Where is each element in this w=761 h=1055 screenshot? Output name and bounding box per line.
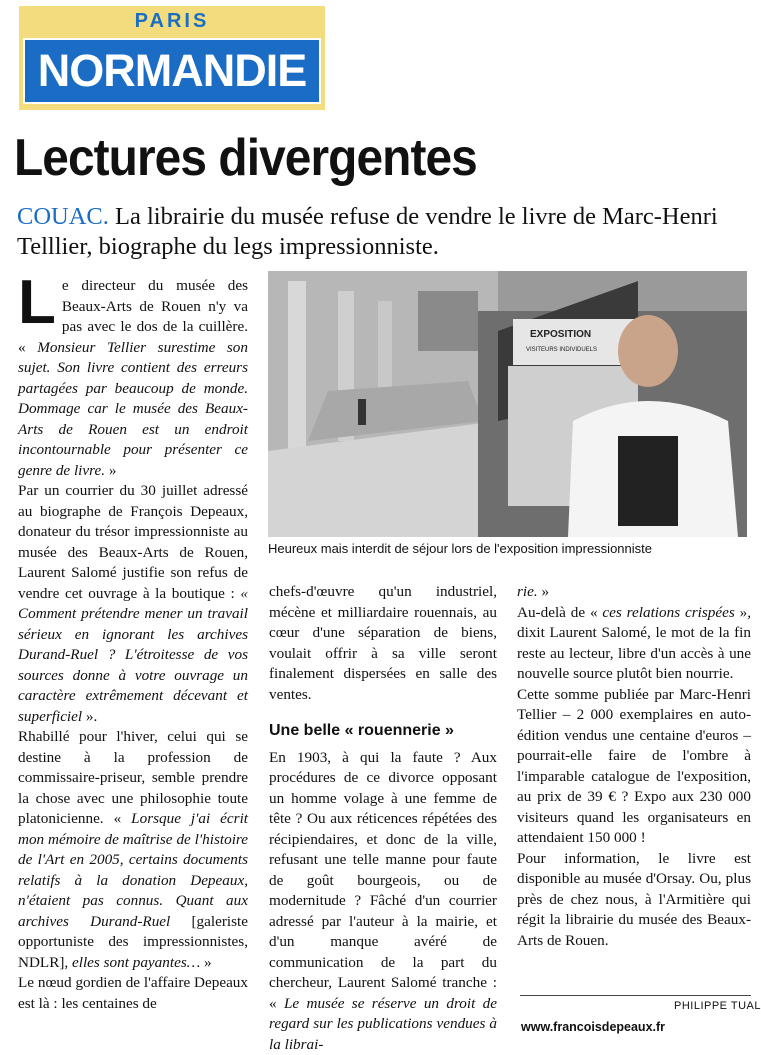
paragraph [517, 582, 751, 603]
headline: Lectures divergentes [14, 128, 477, 188]
column-2 [269, 582, 497, 1055]
divider [520, 995, 751, 996]
text: Par un courrier du 30 juillet adressé au biographe de François Depeaux, donateur du trésor impressionniste au musée des Beaux-Arts de Rouen, Laurent Salomé justifie son refus de vendre cet ouvrage à la boutique : [18, 482, 248, 602]
sign-subtitle: VISITEURS INDIVIDUELS [526, 347, 597, 353]
paragraph: Pour information, le livre est disponible au musée d'Orsay. Ou, plus près de chez nous, à l'Armitière qui régit la librairie du musée des Beaux-Arts de Rouen. [517, 849, 751, 952]
author-byline: PHILIPPE TUAL [674, 1000, 761, 1012]
deck-text: La librairie du musée refuse de vendre le livre de Marc-Henri Telllier, biographe du legs impressionniste. [17, 203, 718, 260]
masthead-logo [19, 6, 325, 110]
sign-title: EXPOSITION [530, 329, 591, 340]
masthead-normandie: NORMANDIE [23, 38, 321, 104]
text: En 1903, à qui la faute ? Aux procédures de ce divorce opposant un homme volage à une femme de tête ? Ou aux réticences répétées des récipiendaires, et donc de la ville, refusant une telle manne pour faute de goût bourgeois, ou de modernitude ? Fâché d'un courrier adressé par l'auteur à la mairie, et d'un manque avéré de communication de la part du chercheur, Laurent Salomé tranche : « [269, 749, 497, 1012]
text: Au-delà de « [517, 604, 602, 621]
paragraph [18, 481, 248, 727]
quote: Monsieur Tellier surestime son sujet. Son livre contient des erreurs partagées par beaucoup de monde. Dommage car le musée des Beaux-Arts de Rouen est un endroit incontournable pour présenter ce genre de livre. [18, 339, 248, 479]
text: ». [82, 708, 97, 725]
text: e directeur du musée des Beaux-Arts de Rouen n'y va pas avec le dos de la cuillère. « [18, 277, 248, 356]
photo-caption: Heureux mais interdit de séjour lors de l'exposition impressionniste [268, 541, 747, 556]
masthead-paris: PARIS [19, 10, 325, 33]
text: » [105, 462, 116, 479]
quote: Le musée se réserve un droit de regard sur les publications vendues à la librai- [269, 995, 497, 1053]
text: », dixit Laurent Salomé, le mot de la fin reste au lecteur, libre d'un accès à une nouvelle source plutôt bien nourrie. [517, 604, 751, 683]
column-3 [517, 582, 751, 951]
photo-illustration [268, 271, 747, 537]
text: Rhabillé pour l'hiver, celui qui se destine à la profession de commissaire-priseur, semble prendre la chose avec une philosophie toute platonicienne. « [18, 728, 248, 827]
photo [268, 271, 747, 537]
website-link: www.francoisdepeaux.fr [521, 1020, 665, 1034]
text: » [538, 583, 549, 600]
quote: rie. [517, 583, 538, 600]
quote: ces relations crispées [602, 604, 734, 621]
quote: elles sont payantes… [72, 954, 200, 971]
paragraph [517, 603, 751, 685]
drop-cap: L [18, 278, 56, 328]
paragraph [269, 748, 497, 1055]
paragraph [18, 727, 248, 973]
subheading: Une belle « rouennerie » [269, 721, 497, 742]
paragraph: chefs-d'œuvre qu'un industriel, mécène et milliardaire rouennais, au cœur d'une séparation de biens, voulait offrir à sa ville seront finalement dispersées en salle des ventes. [269, 582, 497, 705]
deck-kicker: COUAC. [17, 203, 109, 230]
column-1 [18, 276, 248, 1014]
paragraph: Cette somme publiée par Marc-Henri Tellier – 2 000 exemplaires en auto-édition vendus une centaine d'euros – pourrait-elle faire de l'ombre à l'imparable catalogue de l'exposition, au prix de 39 € ? Expo aux 230 000 visiteurs quand les organisateurs en attendaient 150 000 ! [517, 685, 751, 849]
deck [17, 202, 757, 262]
text: » [200, 954, 211, 971]
text: [galeriste opportuniste des impressionnistes, NDLR], [18, 913, 248, 971]
quote: Lorsque j'ai écrit mon mémoire de maîtrise de l'histoire de l'Art en 2005, certains documents relatifs à la donation Depeaux, n'étaient pas connus. Quant aux archives Durand-Ruel [18, 810, 248, 930]
paragraph: Le nœud gordien de l'affaire Depeaux est là : les centaines de [18, 973, 248, 1014]
quote: « Comment prétendre mener un travail sérieux en ignorant les archives Durand-Ruel ? L'étroitesse de vos sources donne à votre ouvrage un caractère extrêmement décevant et superficiel [18, 585, 248, 725]
paragraph [18, 276, 248, 481]
